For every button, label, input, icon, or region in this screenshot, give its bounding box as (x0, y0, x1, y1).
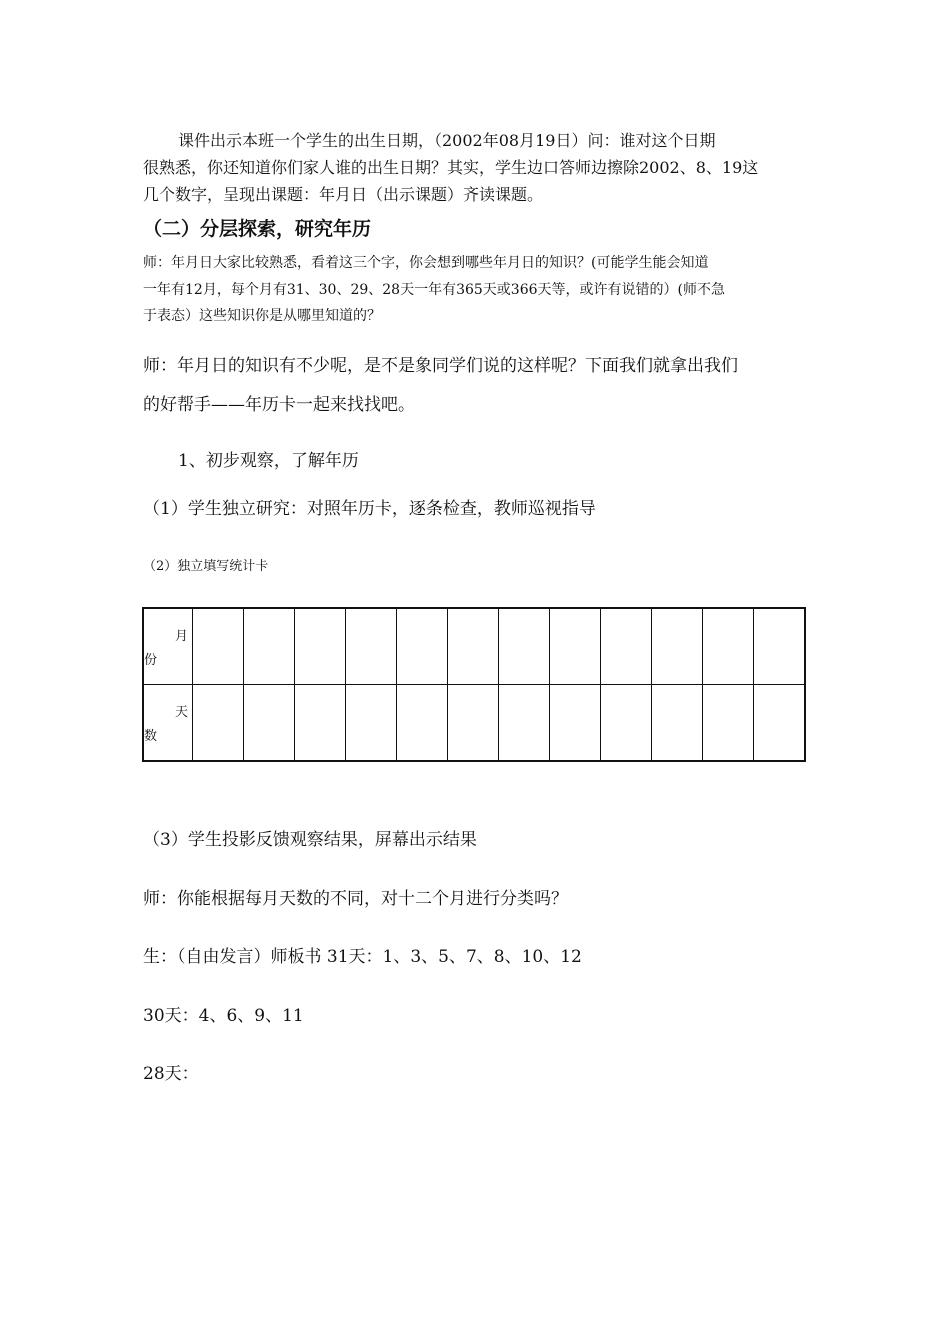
table-cell (550, 608, 601, 685)
table-cell (295, 685, 346, 762)
table-cell (601, 608, 652, 685)
table-cell (448, 685, 499, 762)
days-header-top: 天 (174, 705, 188, 720)
table-cell (346, 608, 397, 685)
table-cell (244, 685, 295, 762)
table-cell (448, 608, 499, 685)
table-cell (754, 685, 805, 762)
teacher-classify-question: 师：你能根据每月天数的不同，对十二个月进行分类吗？ (143, 889, 568, 909)
teacher-question-line-3: 于表态）这些知识你是从哪里知道的？ (143, 308, 381, 324)
table-cell (499, 685, 550, 762)
table-cell (193, 685, 244, 762)
intro-line-3: 几个数字，呈现出课题：年月日（出示课题）齐读课题。 (143, 185, 544, 204)
teacher-question-line-2: 一年有12月，每个月有31、30、29、28天一年有365天或366天等，或许有说错的）(师不急 (143, 282, 725, 298)
table-cell (652, 608, 703, 685)
table-cell (601, 685, 652, 762)
step-1-title: 1、初步观察，了解年历 (178, 451, 359, 471)
step-1c: （3）学生投影反馈观察结果，屏幕出示结果 (143, 830, 477, 850)
teacher-prompt-line-1: 师：年月日的知识有不少呢，是不是象同学们说的这样呢？下面我们就拿出我们 (143, 356, 738, 376)
table-row-months (143, 608, 805, 685)
table-cell (550, 685, 601, 762)
table-cell (295, 608, 346, 685)
teacher-question-line-1: 师：年月日大家比较熟悉，看着这三个字，你会想到哪些年月日的知识？(可能学生能会知道 (143, 255, 709, 271)
section-heading: （二）分层探索，研究年历 (143, 218, 372, 240)
month-header-top: 月 (174, 629, 188, 644)
table-cell (193, 608, 244, 685)
intro-line-2: 很熟悉，你还知道你们家人谁的出生日期？其实，学生边口答师边擦除2002、8、19这 (143, 158, 759, 177)
month-header-cell (143, 608, 193, 685)
statistics-table (142, 607, 806, 762)
table-cell (754, 608, 805, 685)
answer-28-days: 28天： (143, 1064, 199, 1084)
step-1b: （2）独立填写统计卡 (143, 559, 269, 574)
step-1a: （1）学生独立研究：对照年历卡，逐条检查，教师巡视指导 (143, 499, 596, 519)
table-cell (397, 608, 448, 685)
table-cell (499, 608, 550, 685)
table-cell (703, 608, 754, 685)
intro-line-1: 课件出示本班一个学生的出生日期，（2002年08月19日）问：谁对这个日期 (178, 131, 716, 150)
table-row-days (143, 685, 805, 762)
month-header-bottom: 份 (144, 653, 158, 668)
table-cell (244, 608, 295, 685)
table-cell (346, 685, 397, 762)
days-header-bottom: 数 (144, 729, 158, 744)
table-cell (703, 685, 754, 762)
days-header-cell (143, 685, 193, 762)
answer-30-days: 30天：4、6、9、11 (143, 1006, 304, 1026)
answer-31-days: 生：（自由发言）师板书 31天：1、3、5、7、8、10、12 (143, 947, 582, 967)
table-cell (397, 685, 448, 762)
teacher-prompt-line-2: 的好帮手——年历卡一起来找找吧。 (143, 395, 415, 415)
table-cell (652, 685, 703, 762)
